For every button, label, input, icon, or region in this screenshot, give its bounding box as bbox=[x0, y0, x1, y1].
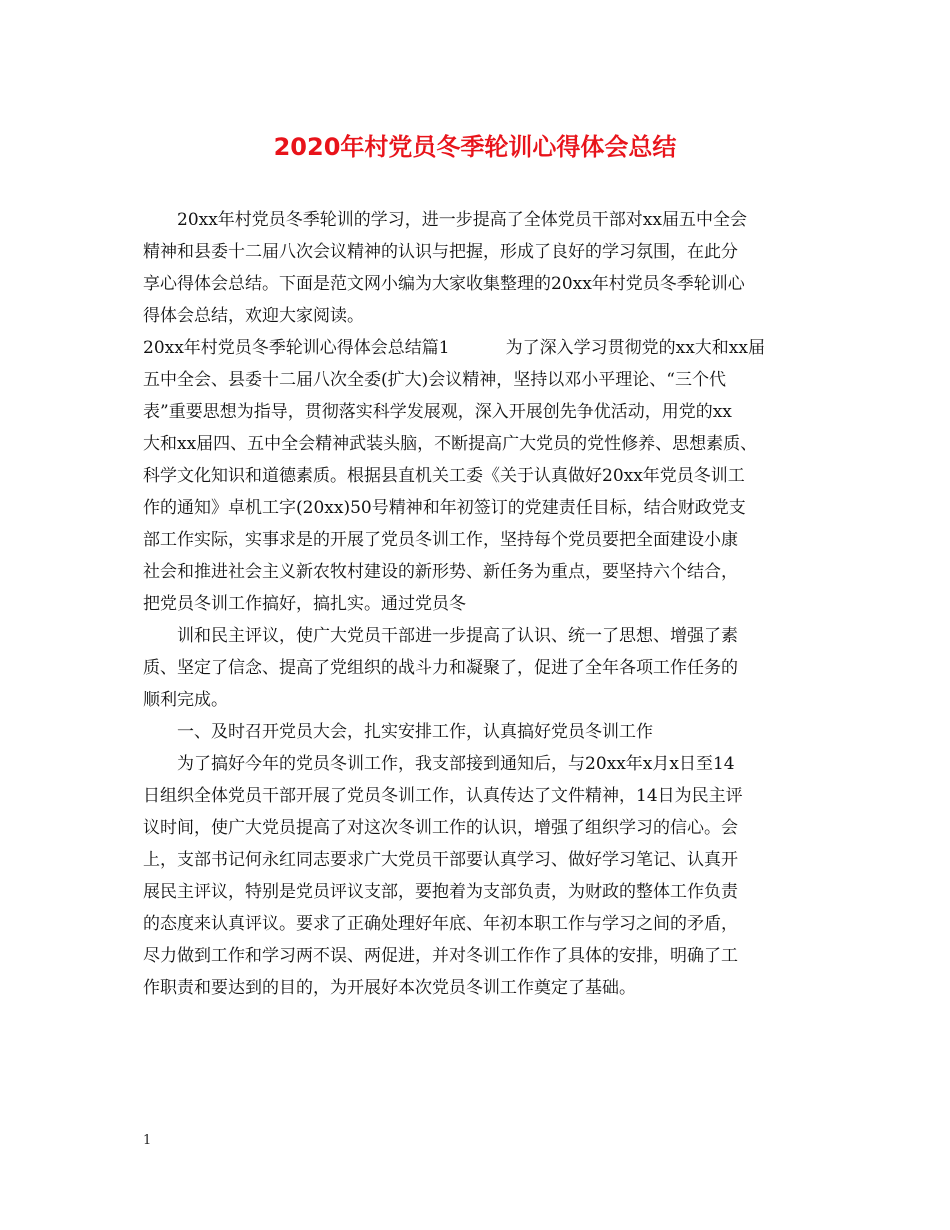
text-line: 把党员冬训工作搞好，搞扎实。通过党员冬 bbox=[143, 594, 466, 614]
text-line: 表”重要思想为指导，贯彻落实科学发展观，深入开展创先争优活动，用党的xx bbox=[143, 402, 732, 422]
text-line-with-heading bbox=[143, 332, 810, 364]
text-line: 上，支部书记何永红同志要求广大党员干部要认真学习、做好学习笔记、认真开 bbox=[143, 850, 738, 870]
document-title: 2020年村党员冬季轮训心得体会总结 bbox=[273, 133, 677, 161]
text-line: 展民主评议，特别是党员评议支部，要抱着为支部负责，为财政的整体工作负责 bbox=[143, 882, 738, 902]
text-line: 20xx年村党员冬季轮训的学习，进一步提高了全体党员干部对xx届五中全会 bbox=[177, 210, 747, 230]
text-line: 大和xx届四、五中全会精神武装头脑，不断提高广大党员的党性修养、思想素质、 bbox=[143, 434, 758, 454]
text-line: 社会和推进社会主义新农牧村建设的新形势、新任务为重点，要坚持六个结合， bbox=[143, 562, 738, 582]
section-heading: 20xx年村党员冬季轮训心得体会总结篇1 bbox=[143, 338, 450, 358]
text-line: 为了深入学习贯彻党的xx大和xx届 bbox=[505, 338, 765, 358]
text-line: 五中全会、县委十二届八次全委(扩大)会议精神，坚持以邓小平理论、“三个代 bbox=[143, 370, 726, 390]
text-line: 作的通知》卓机工字(20xx)50号精神和年初签订的党建责任目标，结合财政党支 bbox=[143, 498, 746, 518]
text-line: 精神和县委十二届八次会议精神的认识与把握，形成了良好的学习氛围，在此分 bbox=[143, 242, 738, 262]
document-body bbox=[143, 204, 810, 1004]
text-line: 训和民主评议，使广大党员干部进一步提高了认识、统一了思想、增强了素 bbox=[177, 626, 738, 646]
text-line: 作职责和要达到的目的，为开展好本次党员冬训工作奠定了基础。 bbox=[143, 978, 636, 998]
text-line: 议时间，使广大党员提高了对这次冬训工作的认识，增强了组织学习的信心。会 bbox=[143, 818, 738, 838]
page-number: 1 bbox=[143, 1133, 152, 1148]
text-line: 质、坚定了信念、提高了党组织的战斗力和凝聚了，促进了全年各项工作任务的 bbox=[143, 658, 738, 678]
text-line: 得体会总结，欢迎大家阅读。 bbox=[143, 306, 364, 326]
text-line: 尽力做到工作和学习两不误、两促进，并对冬训工作作了具体的安排，明确了工 bbox=[143, 946, 738, 966]
text-line: 为了搞好今年的党员冬训工作，我支部接到通知后，与20xx年x月x日至14 bbox=[177, 754, 735, 774]
text-line: 日组织全体党员干部开展了党员冬训工作，认真传达了文件精神，14日为民主评 bbox=[143, 786, 743, 806]
text-line: 部工作实际，实事求是的开展了党员冬训工作，坚持每个党员要把全面建设小康 bbox=[143, 530, 738, 550]
text-line: 顺利完成。 bbox=[143, 690, 228, 710]
text-line: 科学文化知识和道德素质。根据县直机关工委《关于认真做好20xx年党员冬训工 bbox=[143, 466, 745, 486]
text-line: 享心得体会总结。下面是范文网小编为大家收集整理的20xx年村党员冬季轮训心 bbox=[143, 274, 745, 294]
section-heading: 一、及时召开党员大会，扎实安排工作，认真搞好党员冬训工作 bbox=[177, 722, 653, 742]
text-line: 的态度来认真评议。要求了正确处理好年底、年初本职工作与学习之间的矛盾， bbox=[143, 914, 738, 934]
